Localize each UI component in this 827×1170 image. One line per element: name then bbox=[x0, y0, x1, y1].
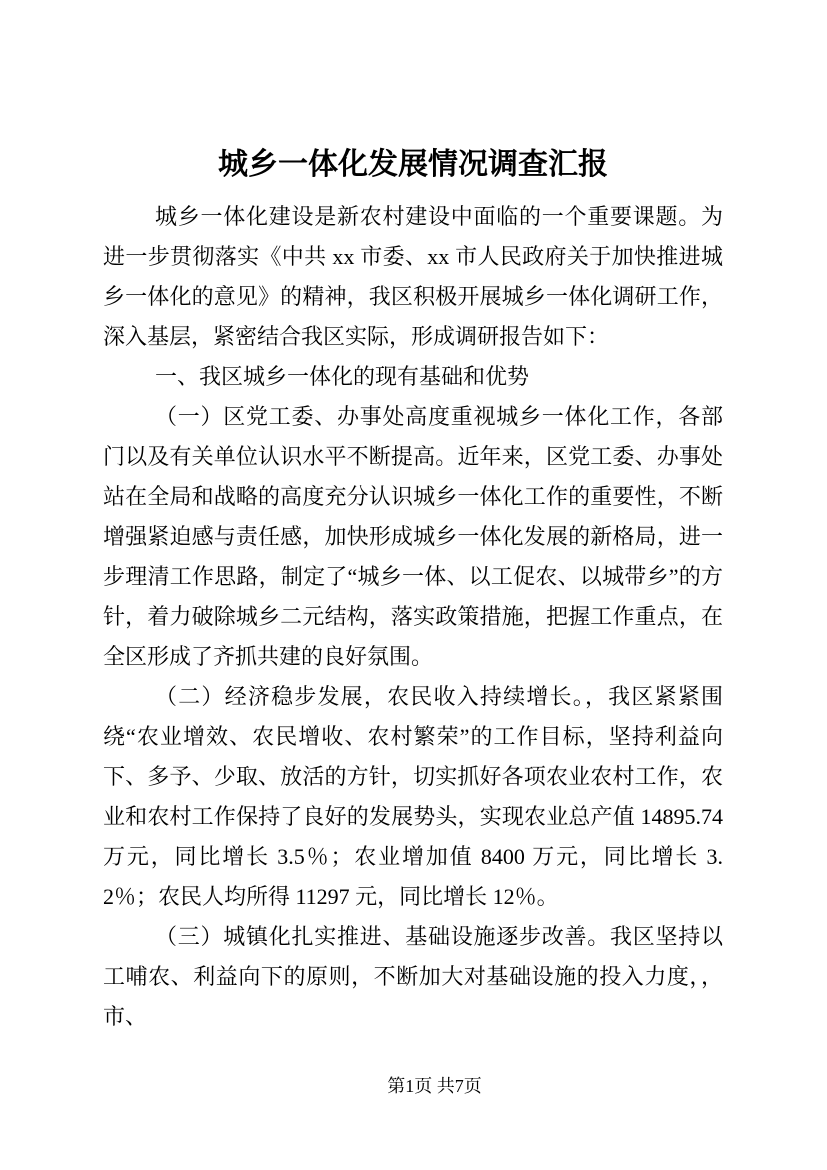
paragraph-item-2: （二）经济稳步发展，农民收入持续增长。，我区紧紧围绕“农业增效、农民增收、农村繁荣”的工作目标，坚持利益向下、多予、少取、放活的方针，切实抓好各项农业农村工作，农业和农村工作保持了良好的发展势头，实现农业总产值 14895.74 万元，同比增长 3.5％；农业增加值 8400 万元，同比增长 3.2％；农民人均所得 11297 元，同比增长 12％。 bbox=[103, 684, 723, 909]
paragraph-item-1: （一）区党工委、办事处高度重视城乡一体化工作，各部门以及有关单位认识水平不断提高。近年来，区党工委、办事处站在全局和战略的高度充分认识城乡一体化工作的重要性，不断增强紧迫感与责任感，加快形成城乡一体化发展的新格局，进一步理清工作思路，制定了“城乡一体、以工促农、以城带乡”的方针，着力破除城乡二元结构，落实政策措施，把握工作重点，在全区形成了齐抓共建的良好氛围。 bbox=[103, 404, 723, 669]
paragraph-intro: 城乡一体化建设是新农村建设中面临的一个重要课题。为进一步贯彻落实《中共 xx 市委、xx 市人民政府关于加快推进城乡一体化的意见》的精神，我区积极开展城乡一体化调研工作，深入基层，紧密结合我区实际，形成调研报告如下： bbox=[103, 204, 723, 349]
paragraph-section-heading: 一、我区城乡一体化的现有基础和优势 bbox=[155, 364, 530, 389]
document-body bbox=[103, 145, 723, 1037]
page-number-text: 第1页 共7页 bbox=[387, 1076, 482, 1096]
page-footer bbox=[0, 1075, 827, 1097]
document-title: 城乡一体化发展情况调查汇报 bbox=[218, 148, 608, 181]
paragraph-item-3: （三）城镇化扎实推进、基础设施逐步改善。我区坚持以工哺农、利益向下的原则，不断加大对基础设施的投入力度，，市、 bbox=[103, 924, 723, 1029]
